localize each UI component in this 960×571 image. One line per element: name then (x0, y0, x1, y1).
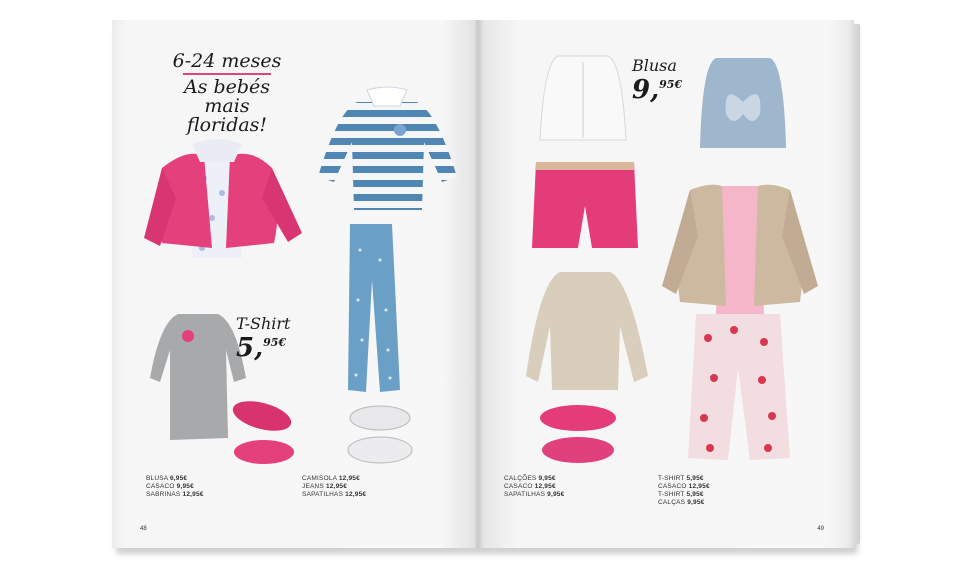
knit-cardigan-image (660, 176, 820, 326)
left-headline (162, 50, 292, 135)
blusa-price (632, 75, 682, 105)
tshirt-price-int: 5, (236, 333, 264, 363)
blusa-price-dec: 95€ (659, 78, 683, 91)
blusa-price-int: 9, (632, 75, 660, 105)
list-item: JEANS 12,95€ (302, 483, 348, 490)
list-item: CASACO 12,95€ (504, 483, 556, 490)
page-number-right: 49 (817, 526, 824, 532)
headline-underline (183, 73, 271, 75)
white-sneakers-image (346, 404, 416, 474)
list-item: CALÇÕES 9,95€ (504, 475, 556, 482)
list-item: SAPATILHAS 12,95€ (302, 491, 367, 498)
beige-cardigan-image (530, 266, 650, 396)
list-item: T-SHIRT 5,95€ (658, 475, 704, 482)
left-price-list-1 (146, 475, 204, 499)
white-blouse-image (538, 50, 628, 150)
list-item: CAMISOLA 12,95€ (302, 475, 360, 482)
headline-line-1: As bebés (183, 76, 271, 98)
tshirt-label: T-Shirt (236, 314, 291, 333)
pink-sneakers-image (534, 400, 624, 480)
pink-flats-image (230, 394, 300, 474)
tshirt-price-tag (236, 314, 290, 363)
tshirt-price-dec: 95€ (263, 336, 287, 349)
jeans-image (340, 220, 410, 400)
right-price-list-2 (658, 475, 710, 507)
striped-sweater-image (312, 82, 462, 212)
floral-pants-image (684, 308, 794, 468)
right-page (478, 20, 854, 548)
list-item: SABRINAS 12,95€ (146, 491, 204, 498)
blusa-label: Blusa (632, 56, 677, 75)
pink-cardigan-image (142, 138, 312, 288)
pink-shorts-image (530, 156, 640, 254)
left-page (112, 20, 478, 548)
page-number-left: 48 (140, 526, 147, 532)
list-item: T-SHIRT 5,95€ (658, 491, 704, 498)
catalog-spread (112, 20, 854, 548)
list-item: CASACO 9,95€ (146, 483, 194, 490)
page-edge (852, 24, 860, 544)
tshirt-price (236, 333, 286, 363)
headline-line-2: mais floridas! (186, 95, 268, 136)
list-item: CALÇAS 9,95€ (658, 499, 705, 506)
right-price-list-1 (504, 475, 564, 499)
headline-age: 6-24 meses (172, 50, 282, 72)
list-item: CASACO 12,95€ (658, 483, 710, 490)
blusa-price-tag (632, 56, 682, 105)
list-item: BLUSA 6,95€ (146, 475, 188, 482)
left-price-list-2 (302, 475, 366, 499)
butterfly-tshirt-image (698, 52, 788, 152)
list-item: SAPATILHAS 9,95€ (504, 491, 565, 498)
